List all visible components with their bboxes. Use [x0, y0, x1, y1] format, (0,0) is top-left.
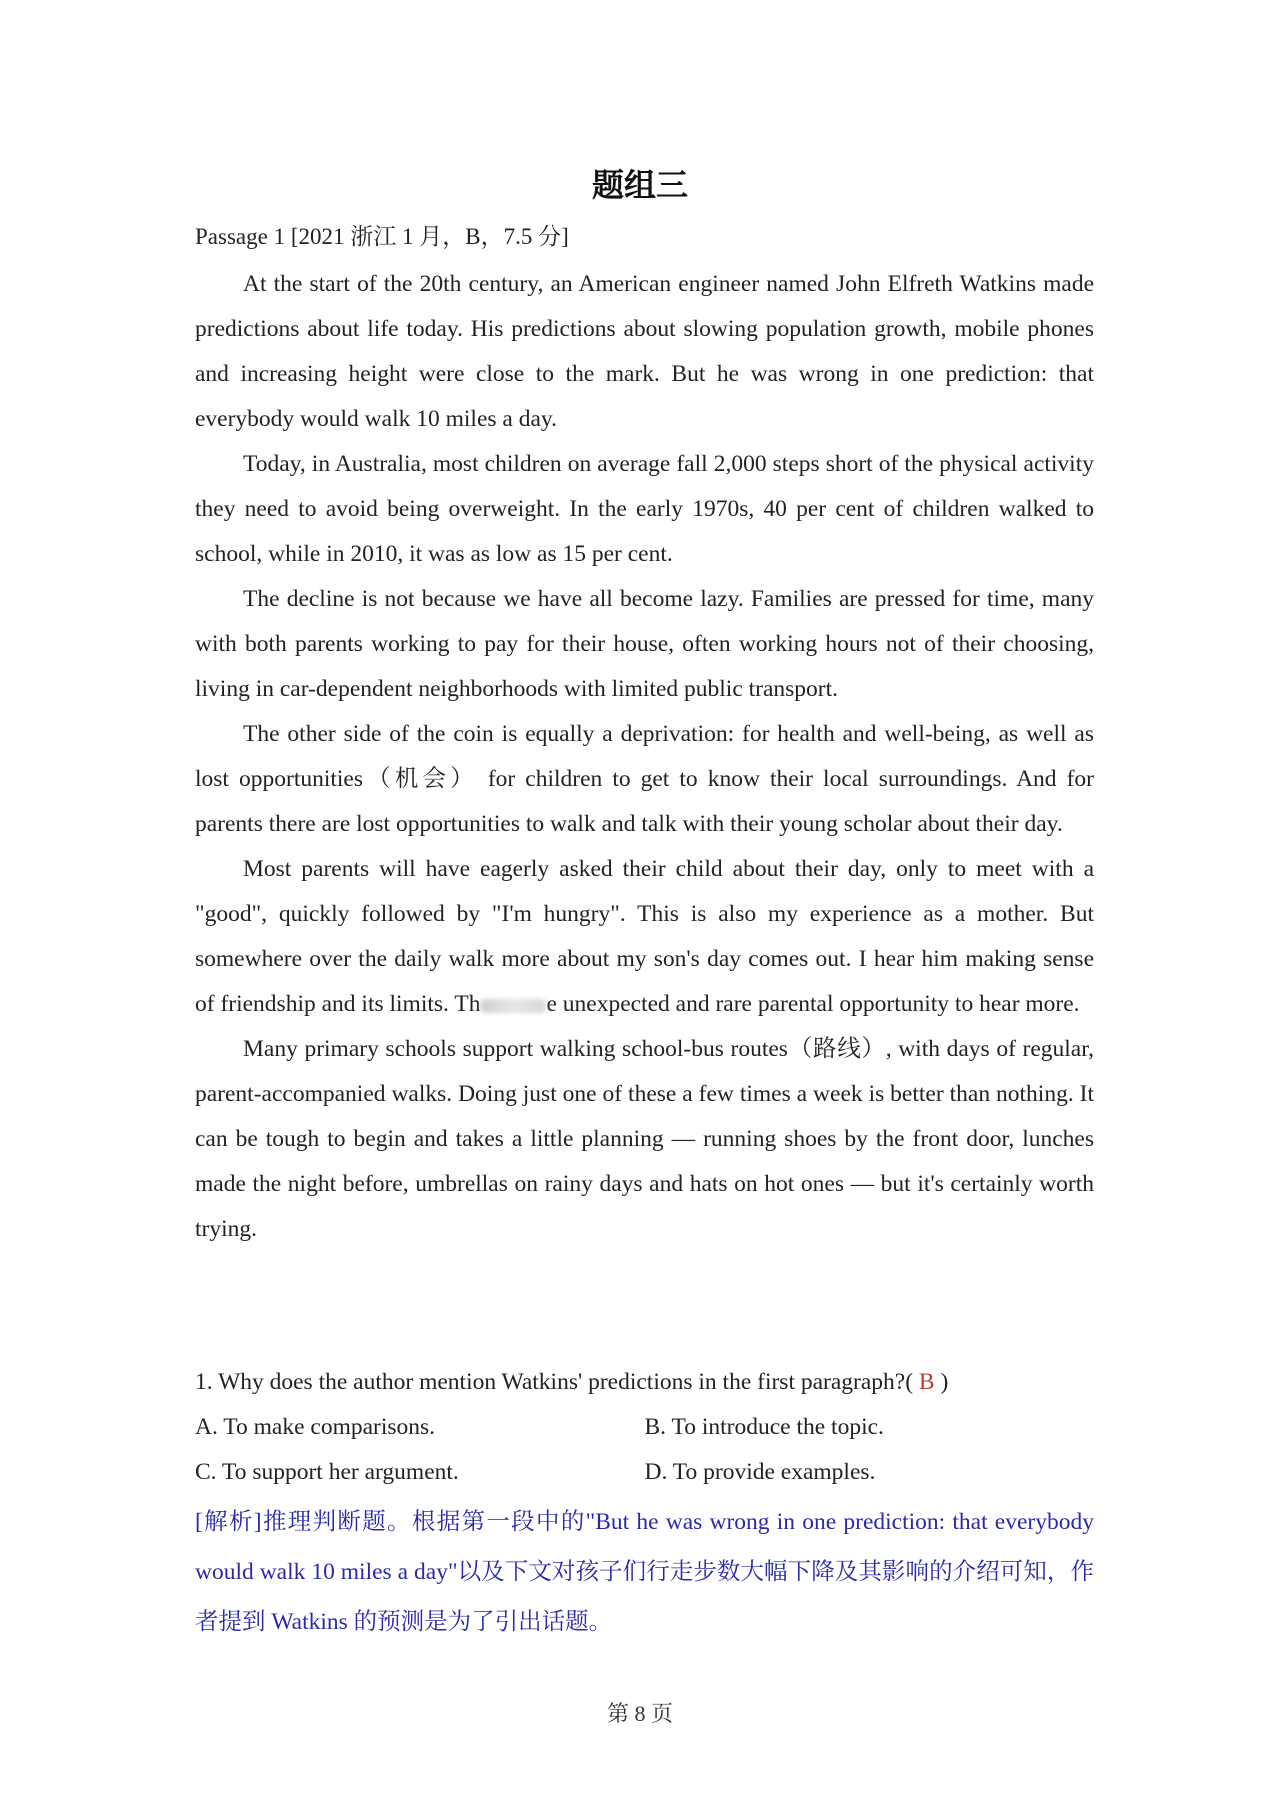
paragraph-5-before: Most parents will have eagerly asked their child about their day, only to meet with a "good", quickly followed by "I'm hungry". This is also my experience as a mother. But somewhere over the daily walk more about my son's day comes out. I hear him making sense of friendship and its limits. Th [195, 856, 1094, 1017]
options-row-1 [195, 1405, 1094, 1450]
question-close: ) [940, 1369, 949, 1395]
paragraph-6: Many primary schools support walking school-bus routes（路线）, with days of regular, parent-accompanied walks. Doing just one of these a few times a week is better than nothing. It can be tough to begin and takes a little planning — running shoes by the front door, lunches made the night before, umbrellas on rainy days and hats on hot ones — but it's certainly worth trying. [195, 1036, 1094, 1242]
passage-body [195, 262, 1094, 1252]
page-number: 第 8 页 [606, 1701, 673, 1726]
question-1 [195, 1360, 1094, 1405]
paragraph-2: Today, in Australia, most children on average fall 2,000 steps short of the physical activity they need to avoid being overweight. In the early 1970s, 40 per cent of children walked to school, while in 2010, it was as low as 15 per cent. [195, 451, 1094, 567]
blurred-text [480, 999, 546, 1013]
question-text: 1. Why does the author mention Watkins' predictions in the first paragraph?( [195, 1369, 914, 1395]
option-a: A. To make comparisons. [195, 1414, 436, 1440]
option-d: D. To provide examples. [644, 1459, 876, 1485]
answer-letter: B [913, 1369, 941, 1395]
paragraph-5 [195, 847, 1094, 1027]
paragraph-4: The other side of the coin is equally a deprivation: for health and well-being, as well as lost opportunities（机会） for children to get to know their local surroundings. And for parents there are lost opportunities to walk and talk with their young scholar about their day. [195, 721, 1094, 837]
option-c: C. To support her argument. [195, 1459, 459, 1485]
paragraph-1: At the start of the 20th century, an American engineer named John Elfreth Watkins made predictions about life today. His predictions about slowing population growth, mobile phones and increasing height were close to the mark. But he was wrong in one prediction: that everybody would walk 10 miles a day. [195, 271, 1094, 432]
passage-source: Passage 1 [2021 浙江 1 月，B，7.5 分] [195, 224, 569, 249]
options-row-2 [195, 1450, 1094, 1495]
option-b: B. To introduce the topic. [644, 1414, 884, 1440]
analysis-text: [解析]推理判断题。根据第一段中的"But he was wrong in one prediction: that everybody would walk 10 miles a day"以及下文对孩子们行走步数大幅下降及其影响的介绍可知，作者提到 Watkins 的预测是为了引出话题。 [195, 1509, 1094, 1635]
paragraph-3: The decline is not because we have all become lazy. Families are pressed for time, many with both parents working to pay for their house, often working hours not of their choosing, living in car-dependent neighborhoods with limited public transport. [195, 586, 1094, 702]
paragraph-5-after: e unexpected and rare parental opportunity to hear more. [546, 991, 1080, 1017]
answer-options [195, 1405, 1094, 1495]
page-title: 题组三 [591, 166, 688, 204]
